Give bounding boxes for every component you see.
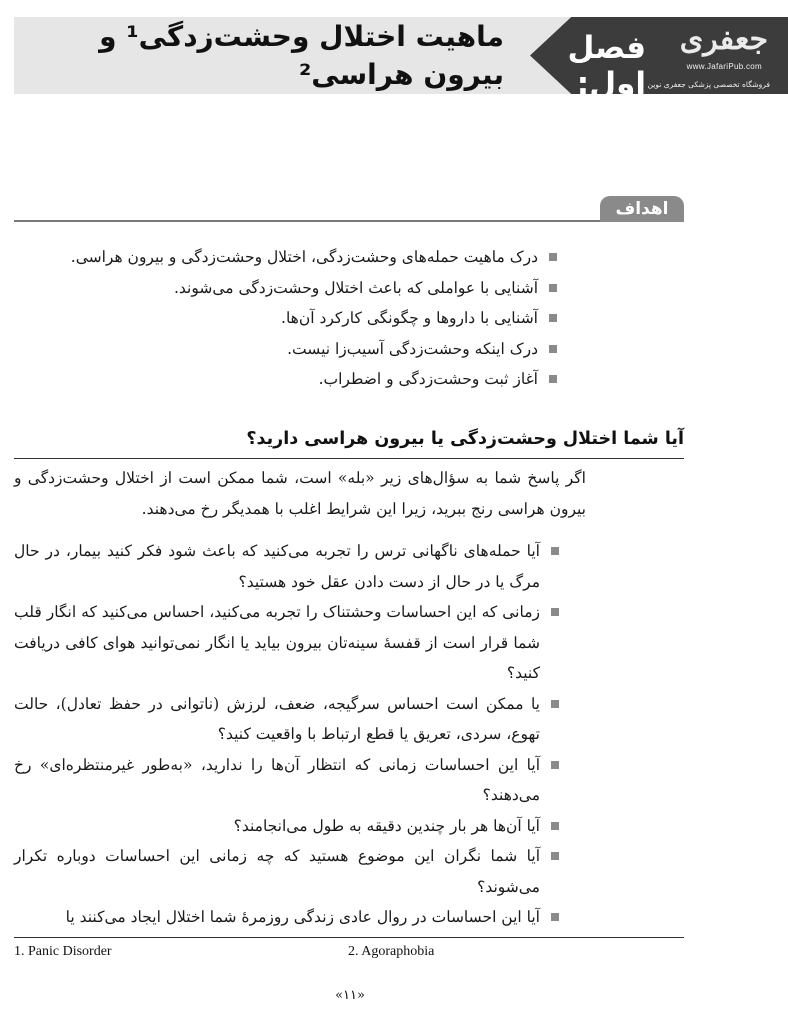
footnote-divider — [14, 937, 684, 938]
list-item: زمانی که این احساسات وحشتناک را تجربه می‌کنید، احساس می‌کنید که انگار قلب شما قرار است از قفسهٔ سینه‌تان بیرون بیاید یا انگار نمی‌توانید هوای کافی دریافت کنید؟ — [14, 597, 562, 689]
list-item: آیا این احساسات در روال عادی زندگی روزمرهٔ شما اختلال ایجاد می‌کنند یا — [14, 902, 562, 933]
square-bullet-icon — [549, 253, 557, 261]
list-item: آشنایی با داروها و چگونگی کارکرد آن‌ها. — [0, 303, 560, 334]
goals-tab — [600, 196, 684, 222]
section-heading: آیا شما اختلال وحشت‌زدگی یا بیرون هراسی دارید؟ — [246, 429, 684, 449]
square-bullet-icon — [551, 852, 559, 860]
logo-caption: فروشگاه تخصصی پزشکی جعفری نوین — [647, 80, 770, 89]
square-bullet-icon — [551, 608, 559, 616]
logo-url: www.JafariPub.com — [686, 62, 762, 71]
square-bullet-icon — [551, 822, 559, 830]
square-bullet-icon — [551, 700, 559, 708]
square-bullet-icon — [549, 375, 557, 383]
square-bullet-icon — [549, 284, 557, 292]
list-item: آیا حمله‌های ناگهانی ترس را تجربه می‌کنید که باعث شود فکر کنید بیمار، در حال مرگ یا در حال از دست دادن عقل خود هستید؟ — [14, 536, 562, 597]
page-number: «۱۱» — [335, 988, 365, 1003]
footnote-2: 2. Agoraphobia — [348, 944, 435, 959]
questions-list — [14, 536, 562, 933]
list-item: آیا شما نگران این موضوع هستید که چه زمانی این احساسات دوباره تکرار می‌شوند؟ — [14, 841, 562, 902]
chapter-title: ماهیت اختلال وحشت‌زدگی¹ و بیرون هراسی² — [99, 20, 504, 91]
goals-list — [0, 242, 560, 395]
square-bullet-icon — [551, 913, 559, 921]
square-bullet-icon — [551, 761, 559, 769]
section-divider — [14, 458, 684, 459]
square-bullet-icon — [549, 345, 557, 353]
list-item: آیا این احساسات زمانی که انتظار آن‌ها را ندارید، «به‌طور غیرمنتظره‌ای» رخ می‌دهند؟ — [14, 750, 562, 811]
list-item: یا ممکن است احساس سرگیجه، ضعف، لرزش (ناتوانی در حفظ تعادل)، حالت تهوع، سردی، تعریق یا قطع ارتباط با واقعیت کنید؟ — [14, 689, 562, 750]
square-bullet-icon — [551, 547, 559, 555]
chapter-label: فصل اول: — [567, 30, 646, 102]
list-item: آشنایی با عواملی که باعث اختلال وحشت‌زدگی می‌شوند. — [0, 273, 560, 304]
list-item: درک ماهیت حمله‌های وحشت‌زدگی، اختلال وحشت‌زدگی و بیرون هراسی. — [0, 242, 560, 273]
list-item: درک اینکه وحشت‌زدگی آسیب‌زا نیست. — [0, 334, 560, 365]
goals-tab-label: اهداف — [615, 199, 669, 219]
list-item: آغاز ثبت وحشت‌زدگی و اضطراب. — [0, 364, 560, 395]
logo-mark: جعفری — [679, 22, 768, 57]
list-item: آیا آن‌ها هر بار چندین دقیقه به طول می‌انجامند؟ — [14, 811, 562, 842]
publisher-logo — [632, 22, 778, 90]
goals-divider — [14, 220, 684, 222]
square-bullet-icon — [549, 314, 557, 322]
footnote-1: 1. Panic Disorder — [14, 944, 112, 959]
intro-paragraph: اگر پاسخ شما به سؤال‌های زیر «بله» است، شما ممکن است از اختلال وحشت‌زدگی و بیرون هراسی رنج ببرید، زیرا این شرایط اغلب با همدیگر رخ می‌دهند. — [14, 469, 586, 518]
